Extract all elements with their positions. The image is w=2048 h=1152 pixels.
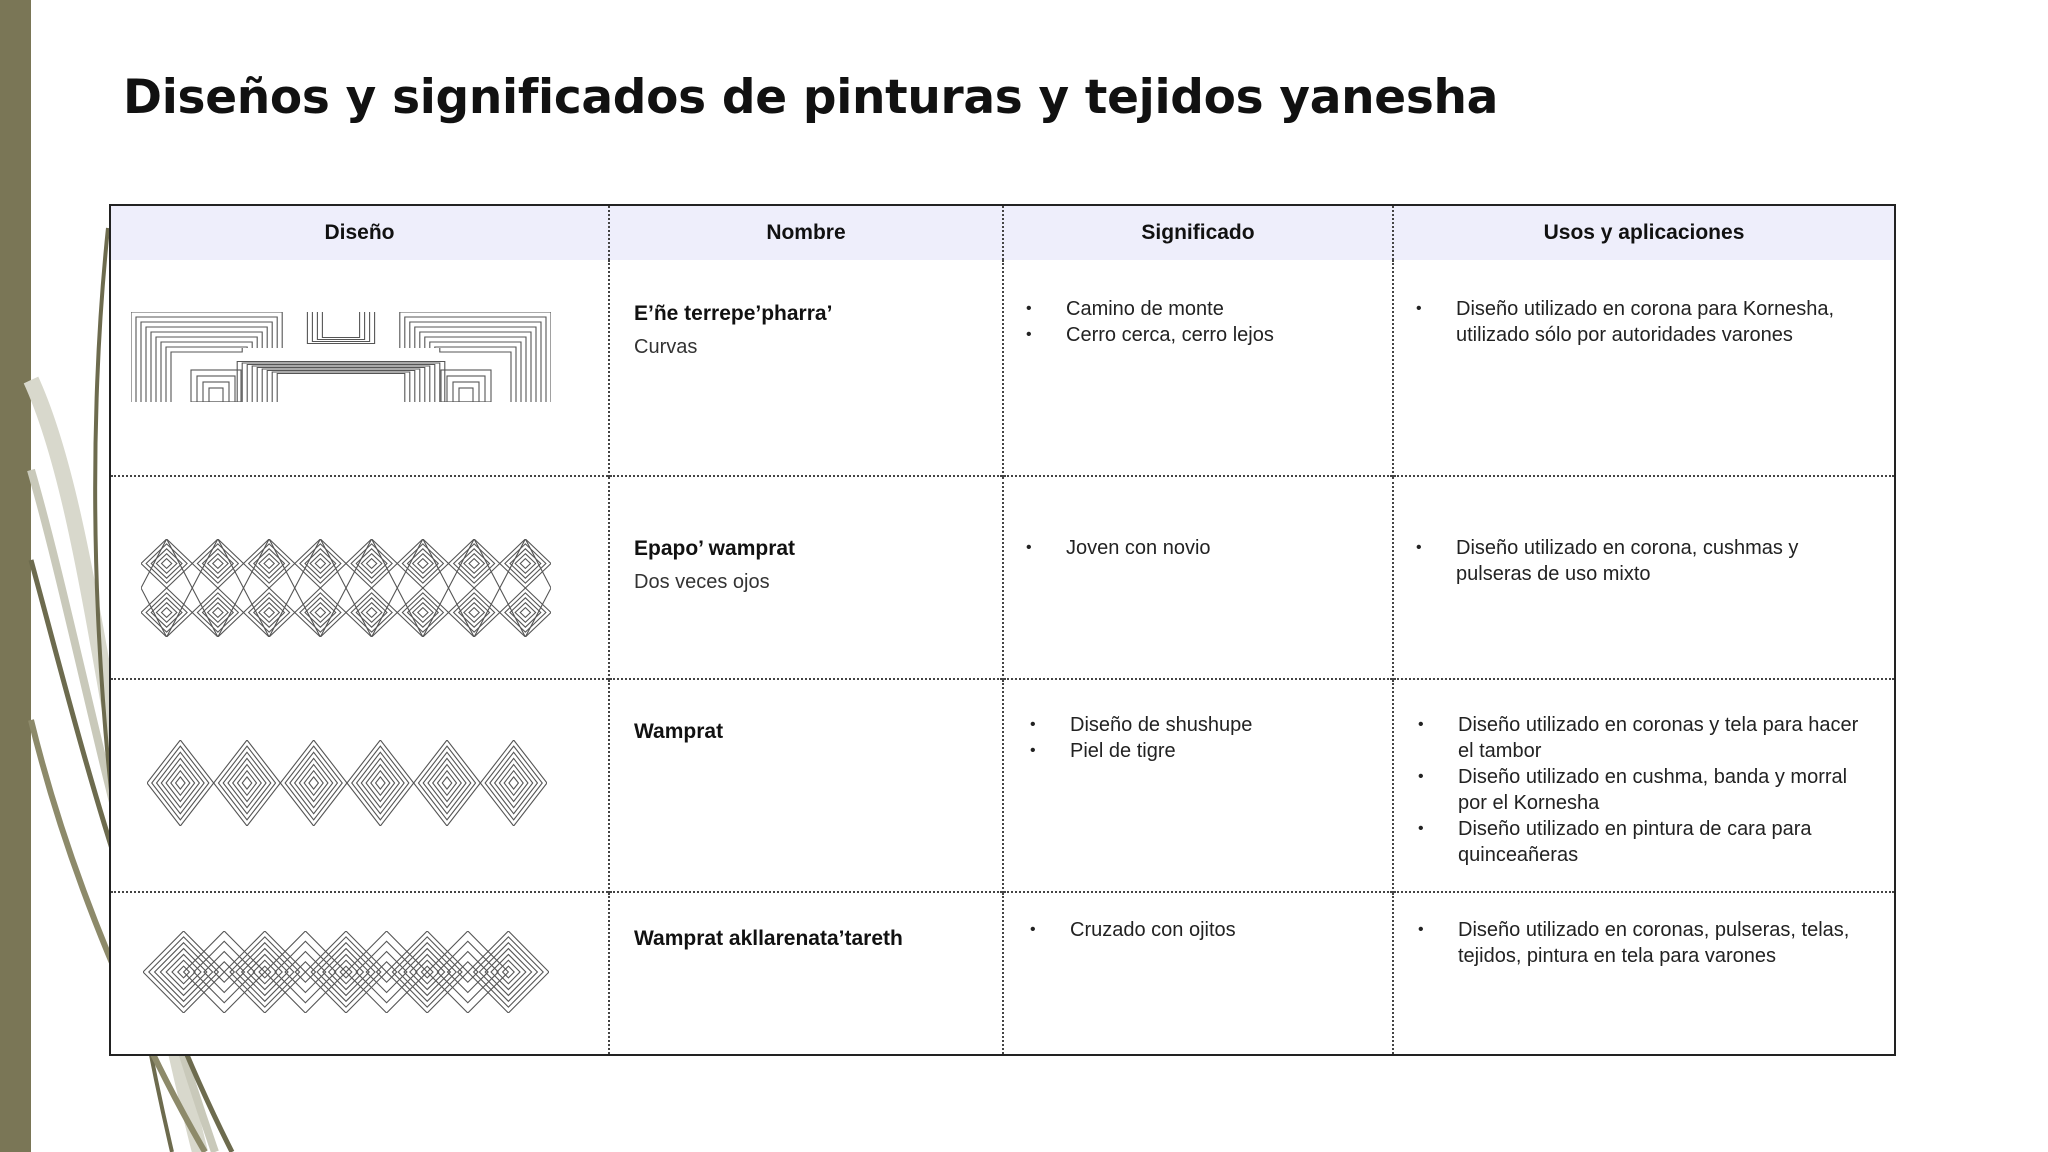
pattern-line [453, 382, 479, 402]
pattern-line [252, 366, 430, 402]
pattern-line [304, 771, 323, 796]
pattern-line [156, 603, 177, 623]
header-uses: Usos y aplicaciones [1393, 205, 1895, 260]
pattern-line [295, 588, 346, 637]
pattern-line [469, 559, 479, 569]
name-cell [609, 260, 1003, 476]
header-design: Diseño [110, 205, 609, 260]
pattern-line [295, 758, 333, 807]
meaning-item: • Cerro cerca, cerro lejos [1024, 322, 1384, 348]
pattern-line [454, 593, 495, 632]
pattern-line [449, 539, 500, 588]
pattern-line [156, 554, 177, 574]
pattern-line [228, 758, 266, 807]
pattern-line [310, 603, 331, 623]
pattern-line [257, 368, 425, 403]
pattern-line [505, 593, 546, 632]
diamond-pattern-image [141, 539, 551, 637]
designs-table [109, 204, 1896, 1056]
pattern-line [213, 559, 223, 569]
table-row [110, 476, 1895, 679]
pattern-line [437, 771, 456, 796]
pattern-line [152, 746, 209, 820]
meaning-item: • Camino de monte [1024, 296, 1384, 322]
meaning-cell [1003, 679, 1393, 892]
table-row [110, 892, 1895, 1055]
pattern-line [197, 544, 238, 583]
pattern-line [449, 588, 500, 637]
pattern-line [244, 588, 295, 637]
pattern-line [141, 588, 192, 637]
pattern-line [264, 608, 274, 618]
meaning-cell [1003, 260, 1393, 476]
pattern-line [244, 539, 295, 588]
pattern-line [367, 559, 377, 569]
pattern-line [272, 372, 410, 402]
meaning-cell [1003, 476, 1393, 679]
pattern-line [515, 603, 536, 623]
pattern-line [208, 554, 229, 574]
pattern-line [351, 593, 392, 632]
uses-item: • Diseño utilizado en pintura de cara para quinceañeras [1416, 816, 1878, 868]
pattern-line [520, 559, 530, 569]
pattern-line [504, 771, 523, 796]
meaning-item: • Piel de tigre [1028, 738, 1384, 764]
design-name: Wamprat akllarenata’tareth [634, 927, 903, 950]
pattern-line [300, 544, 341, 583]
pattern-line [166, 347, 516, 402]
pattern-line [418, 746, 475, 820]
table-row [110, 260, 1895, 476]
meaning-item: • Cruzado con ojitos [1028, 917, 1384, 943]
name-cell [609, 892, 1003, 1055]
pattern-line [464, 554, 485, 574]
pattern-line [376, 777, 386, 789]
pattern-line [309, 777, 319, 789]
uses-item: • Diseño utilizado en cushma, banda y morral por el Kornesha [1416, 764, 1878, 816]
pattern-line [520, 608, 530, 618]
pattern-line [397, 588, 448, 637]
design-cell [110, 892, 609, 1055]
pattern-line [361, 554, 382, 574]
pattern-line [322, 312, 359, 338]
pattern-line [509, 777, 519, 789]
pattern-line [197, 593, 238, 632]
pattern-line [352, 746, 409, 820]
pattern-line [464, 603, 485, 623]
pattern-line [285, 746, 342, 820]
meander-pattern-image [131, 312, 551, 402]
table-header-row [110, 205, 1895, 260]
pattern-line [237, 771, 256, 796]
pattern-line [171, 771, 190, 796]
pattern-line [413, 554, 434, 574]
pattern-line [162, 608, 172, 618]
pattern-line [346, 539, 397, 588]
header-meaning: Significado [1003, 205, 1393, 260]
pattern-line [264, 559, 274, 569]
uses-cell [1393, 476, 1895, 679]
pattern-line [249, 593, 290, 632]
uses-item: • Diseño utilizado en coronas, pulseras, telas, tejidos, pintura en tela para varones [1416, 917, 1878, 969]
pattern-line [141, 539, 192, 588]
pattern-line [500, 539, 551, 588]
pattern-line [259, 603, 280, 623]
pattern-line [418, 559, 428, 569]
pattern-line [208, 603, 229, 623]
page-title: Diseños y significados de pinturas y tejidos yanesha [123, 70, 1499, 125]
pattern-line [413, 603, 434, 623]
pattern-line [397, 539, 448, 588]
pattern-line [131, 312, 551, 402]
design-cell [110, 476, 609, 679]
pattern-line [191, 370, 241, 402]
uses-item: • Diseño utilizado en corona, cushmas y pulseras de uso mixto [1414, 535, 1878, 587]
pattern-line [213, 608, 223, 618]
meaning-cell [1003, 892, 1393, 1055]
pattern-line [267, 371, 415, 403]
pattern-line [192, 588, 243, 637]
pattern-line [242, 777, 252, 789]
pattern-line [315, 559, 325, 569]
meaning-item: • Diseño de shushupe [1028, 712, 1384, 738]
pattern-line [192, 539, 243, 588]
pattern-line [515, 554, 536, 574]
design-cell [110, 260, 609, 476]
pattern-line [218, 746, 275, 820]
header-name: Nombre [609, 205, 1003, 260]
uses-cell [1393, 679, 1895, 892]
pattern-line [367, 608, 377, 618]
pattern-line [146, 593, 187, 632]
pattern-line [500, 588, 551, 637]
design-cell [110, 679, 609, 892]
crossed-diamond-pattern-image [143, 931, 549, 1013]
pattern-line [203, 382, 229, 402]
name-cell [609, 679, 1003, 892]
pattern-line [315, 608, 325, 618]
pattern-line [371, 771, 390, 796]
pattern-line [441, 370, 491, 402]
uses-cell [1393, 892, 1895, 1055]
name-cell [609, 476, 1003, 679]
design-name: Epapo’ wamprat [634, 537, 796, 560]
uses-item: • Diseño utilizado en coronas y tela para hacer el tambor [1416, 712, 1878, 764]
design-name: Wamprat [634, 720, 724, 743]
pattern-line [361, 603, 382, 623]
pattern-line [295, 539, 346, 588]
pattern-line [162, 559, 172, 569]
pattern-line [505, 544, 546, 583]
pattern-line [454, 544, 495, 583]
pattern-line [459, 388, 473, 402]
design-subtitle: Dos veces ojos [634, 571, 770, 593]
table-row [110, 679, 1895, 892]
pattern-line [495, 758, 533, 807]
pattern-line [346, 588, 397, 637]
pattern-line [171, 348, 511, 402]
design-name: E’ñe terrepe’pharra’ [634, 302, 833, 325]
pattern-line [485, 746, 542, 820]
pattern-line [209, 388, 223, 402]
pattern-line [161, 758, 199, 807]
pattern-row [141, 588, 551, 637]
pattern-line [317, 312, 364, 340]
pattern-line [310, 554, 331, 574]
pattern-line [176, 777, 186, 789]
pattern-line [259, 554, 280, 574]
design-subtitle: Curvas [634, 336, 698, 358]
pattern-line [300, 593, 341, 632]
pattern-line [442, 777, 452, 789]
uses-item: • Diseño utilizado en corona para Kornesha, utilizado sólo por autoridades varones [1414, 296, 1878, 348]
pattern-line [146, 544, 187, 583]
pattern-line [277, 374, 405, 403]
pattern-line [428, 758, 466, 807]
meaning-item: • Joven con novio [1024, 535, 1384, 561]
diamond-pattern-image [147, 740, 547, 826]
pattern-line [402, 593, 443, 632]
uses-cell [1393, 260, 1895, 476]
pattern-line [249, 544, 290, 583]
pattern-line [418, 608, 428, 618]
pattern-line [469, 608, 479, 618]
pattern-line [361, 758, 399, 807]
pattern-line [351, 544, 392, 583]
pattern-line [402, 544, 443, 583]
